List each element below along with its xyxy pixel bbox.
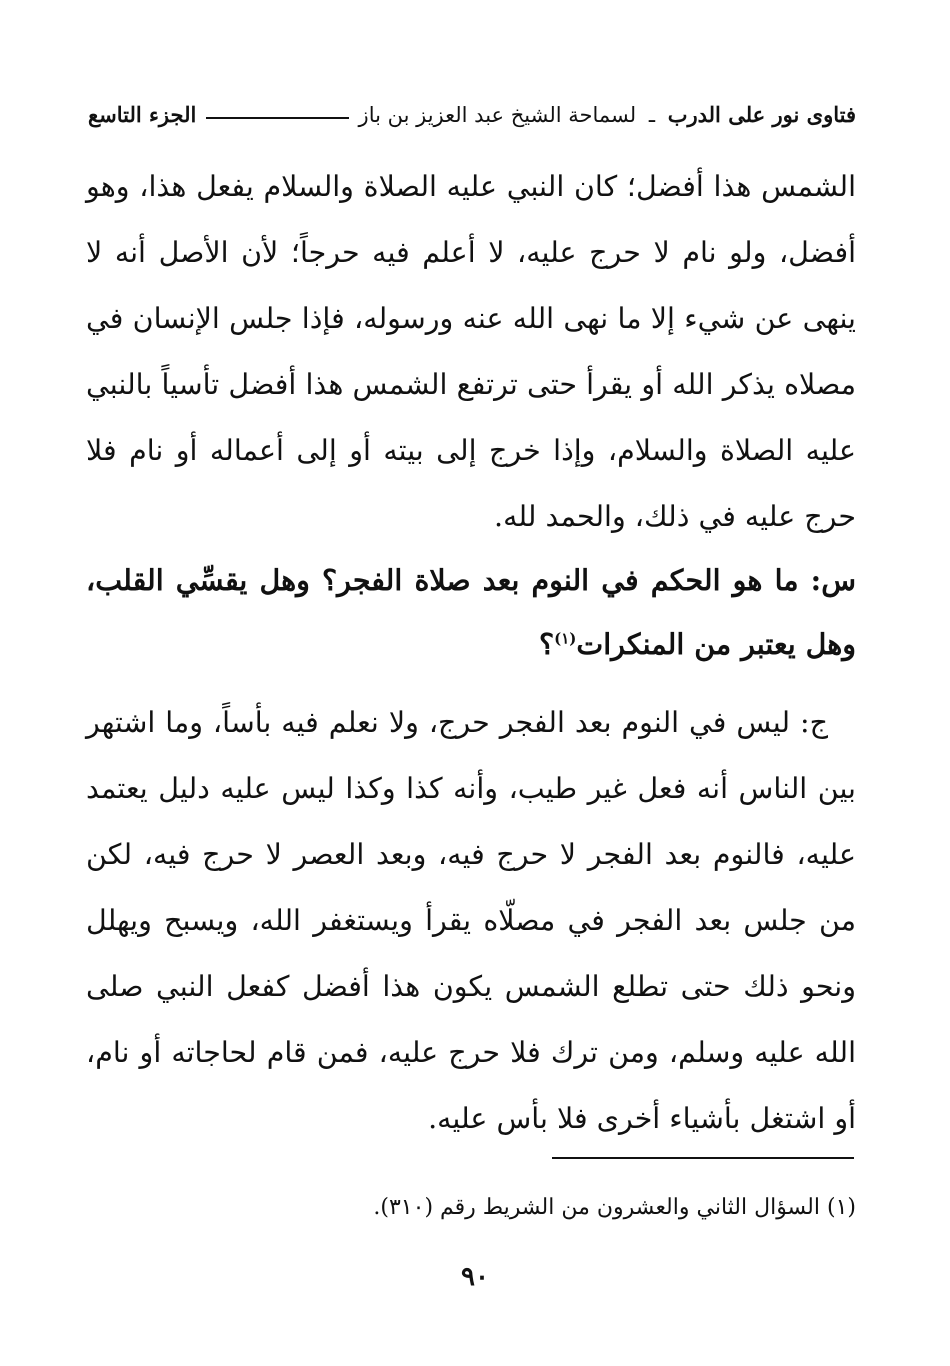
footnote-reference: (١) — [554, 629, 577, 648]
question-paragraph — [86, 548, 856, 676]
footnote: (١) السؤال الثاني والعشرون من الشريط رقم (٣١٠). — [373, 1195, 856, 1220]
answer-paragraph: ج: ليس في النوم بعد الفجر حرج، ولا نعلم فيه بأساً، وما اشتهر بين الناس أنه فعل غير طيب، وأنه كذا وكذا ليس عليه دليل يعتمد عليه، فالنوم بعد الفجر لا حرج فيه، وبعد العصر لا حرج فيه، لكن من جلس بعد الفجر في مصلّاه يقرأ ويستغفر الله، ويسبح ويهلل ونحو ذلك حتى تطلع الشمس يكون هذا أفضل كفعل النبي صلى الله عليه وسلم، ومن ترك فلا حرج عليه، فمن قام لحاجاته أو نام، أو اشتغل بأشياء أخرى فلا بأس عليه. — [86, 706, 856, 1135]
header-book-group — [359, 102, 856, 127]
book-title: فتاوى نور على الدرب — [667, 101, 856, 127]
question-mark: ؟ — [538, 627, 555, 661]
question-text: س: ما هو الحكم في النوم بعد صلاة الفجر؟ وهل يقسِّي القلب، وهل يعتبر من المنكرات — [86, 563, 856, 661]
running-header — [88, 96, 856, 132]
footnote-divider — [552, 1157, 854, 1159]
header-separator: ـ — [648, 102, 656, 127]
page-number: ٩٠ — [461, 1262, 489, 1292]
part-title: الجزء التاسع — [88, 101, 197, 127]
author-name: لسماحة الشيخ عبد العزيز بن باز — [358, 102, 637, 127]
paragraph-continuation: الشمس هذا أفضل؛ كان النبي عليه الصلاة والسلام يفعل هذا، وهو أفضل، ولو نام لا حرج عليه، لا أعلم فيه حرجاً؛ لأن الأصل أنه لا ينهى عن شيء إلا ما نهى الله عنه ورسوله، فإذا جلس الإنسان في مصلاه يذكر الله أو يقرأ حتى ترتفع الشمس هذا أفضل تأسياً بالنبي عليه الصلاة والسلام، وإذا خرج إلى بيته أو إلى أعماله أو نام فلا حرج عليه في ذلك، والحمد لله. — [86, 170, 856, 533]
header-rule — [206, 117, 348, 119]
